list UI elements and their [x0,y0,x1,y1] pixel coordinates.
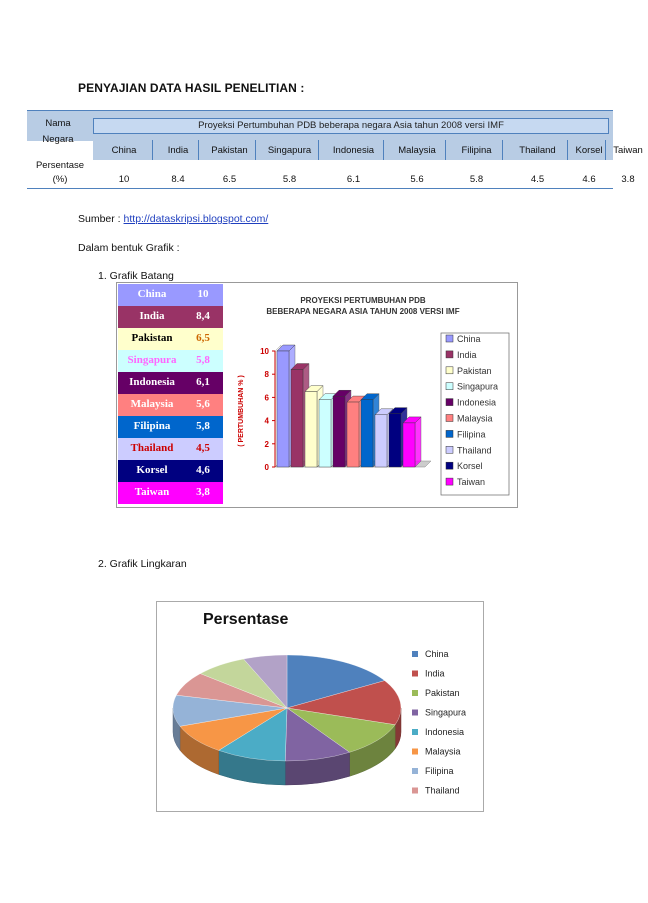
bar-table-row [118,306,223,328]
bar-chart-subtitle: BEBERAPA NEGARA ASIA TAHUN 2008 VERSI IMF [266,307,460,316]
pie-legend-swatch [412,749,418,755]
bar-table-country: Pakistan [131,332,173,344]
table-row-label-line2: (%) [52,174,68,185]
bar-table-row [118,482,223,504]
pie-chart-figure [156,601,484,812]
bar-legend-swatch [446,383,453,390]
pie-chart-title: Persentase [203,611,289,628]
bar-legend-swatch [446,399,453,406]
bar-table-row [118,416,223,438]
pie-legend-swatch [412,768,418,774]
bar [389,414,401,467]
bar-legend-swatch [446,462,453,469]
table-value-china: 10 [118,174,130,185]
bar-side [415,417,421,467]
bar-legend-swatch [446,367,453,374]
bar [319,400,331,467]
pie-legend-label: Pakistan [425,688,460,698]
bar-chart-ytick-label: 10 [260,347,269,356]
bar-legend-label: Korsel [457,461,483,472]
bar [305,392,317,467]
list-item-bar-chart: 1. Grafik Batang [98,270,174,282]
bar-table-value: 5,6 [196,398,210,410]
bar-legend-label: Indonesia [457,397,497,408]
table-value-thailand: 4.5 [530,174,545,185]
bar [277,351,289,467]
source-prefix: Sumber : [78,213,124,225]
table-value-filipina: 5.8 [469,174,484,185]
source-link[interactable]: http://dataskripsi.blogspot.com/ [123,213,269,225]
bar-table-value: 6,1 [196,376,210,388]
bar [403,423,415,467]
bar-chart-ytick-label: 0 [264,463,269,472]
table-row-label-line1: Persentase [35,160,85,171]
bar-table-country: Malaysia [130,398,174,410]
table-header-taiwan: Taiwan [613,145,643,156]
bar-table-value: 10 [197,288,209,300]
table-col1-header-line1: Nama [45,118,71,129]
pie-legend-swatch [412,788,418,794]
bar-table-row [118,438,223,460]
bar-table-row [118,372,223,394]
bar-legend-label: Malaysia [457,413,493,424]
table-header-indonesia: Indonesia [332,145,375,156]
list-item-pie-chart: 2. Grafik Lingkaran [98,558,187,570]
table-value-korsel: 4.6 [582,174,596,185]
table-header-korsel: Korsel [575,145,603,156]
table-value-pakistan: 6.5 [222,174,237,185]
bar-table-row [118,460,223,482]
bar-chart-ylabel: ( PERTUMBUHAN % ) [238,375,245,447]
bar [375,415,387,467]
bar [333,396,345,467]
pie-legend-label: India [425,668,445,679]
table-value-taiwan: 3.8 [621,174,635,185]
table-main-header: Proyeksi Pertumbuhan PDB beberapa negara Asia tahun 2008 versi IMF [198,120,504,131]
pie-legend-swatch [412,710,418,716]
bar-legend-swatch [446,430,453,437]
table-value-india: 8.4 [171,174,185,185]
bar-table-country: Thailand [130,442,174,454]
bar-legend-swatch [446,351,453,358]
bar-legend-swatch [446,478,453,485]
table-header-malaysia: Malaysia [398,145,436,156]
table-header-pakistan: Pakistan [211,145,248,156]
bar-table-value: 8,4 [196,310,210,322]
bar-legend-label: India [457,349,477,360]
table-value-indonesia: 6.1 [346,174,361,185]
pie-legend-swatch [412,729,418,735]
bar-chart-title: PROYEKSI PERTUMBUHAN PDB [300,296,426,305]
graph-intro: Dalam bentuk Grafik : [78,242,180,254]
pie-legend-swatch [412,651,418,657]
bar-legend-label: China [457,334,481,344]
pie-legend-swatch [412,671,418,677]
table-col1-header-line2: Negara [42,134,74,145]
bar-chart-ytick-label: 8 [264,370,269,380]
pie-legend-label: China [425,649,449,659]
bar-legend-swatch [446,335,453,342]
table-header-singapura: Singapura [267,145,312,156]
bar-table-country: India [139,310,165,322]
bar-table-country: Filipina [133,420,171,432]
bar-table-row [118,394,223,416]
bar-table-country: Indonesia [129,376,175,388]
bar-chart-ytick-label: 2 [264,439,269,449]
bar-table-country: Singapura [127,354,177,366]
bar-legend-label: Thailand [457,445,492,456]
table-header-filipina: Filipina [461,145,492,156]
pie-legend-swatch [412,690,418,696]
document-title: PENYAJIAN DATA HASIL PENELITIAN : [78,81,305,95]
bar-legend-swatch [446,446,453,453]
bar-legend-label: Taiwan [457,477,486,488]
bar-value-table [118,284,223,504]
bar-table-value: 4,5 [196,442,210,454]
bar-table-value: 6,5 [196,332,210,344]
bar-chart-ytick-label: 4 [264,416,269,426]
table-value-malaysia: 5.6 [410,174,424,185]
bar-legend-label: Pakistan [457,365,492,376]
bar-table-row [118,328,223,350]
bar-chart-ytick-label: 6 [264,393,269,403]
pie-legend-label: Indonesia [425,727,465,737]
bar [361,400,373,467]
pie-legend-label: Singapura [425,707,467,718]
bar-legend-swatch [446,415,453,422]
pie-legend-label: Malaysia [425,746,461,757]
bar-table-row [118,284,223,306]
bar-legend-label: Filipina [457,429,486,440]
bar-table-value: 3,8 [196,486,210,498]
pie-legend-label: Filipina [425,766,454,776]
source-line [78,213,268,225]
pie-legend-label: Thailand [425,785,460,796]
bar [347,402,359,467]
bar [291,370,303,467]
table-header-india: India [167,145,189,156]
bar-chart [225,283,515,505]
bar-legend-label: Singapura [457,381,499,392]
bar-table-value: 5,8 [196,354,210,366]
bar-table-country: Taiwan [134,486,170,498]
bar-table-value: 4,6 [196,464,210,476]
bar-table-country: China [137,288,167,300]
bar-table-country: Korsel [136,464,168,476]
data-table [27,110,643,190]
table-header-thailand: Thailand [519,145,556,156]
bar-table-value: 5,8 [196,420,210,432]
bar-chart-figure [116,282,518,508]
bar-table-row [118,350,223,372]
table-header-china: China [111,145,137,156]
pie-chart [157,602,483,811]
table-value-singapura: 5.8 [282,174,297,185]
